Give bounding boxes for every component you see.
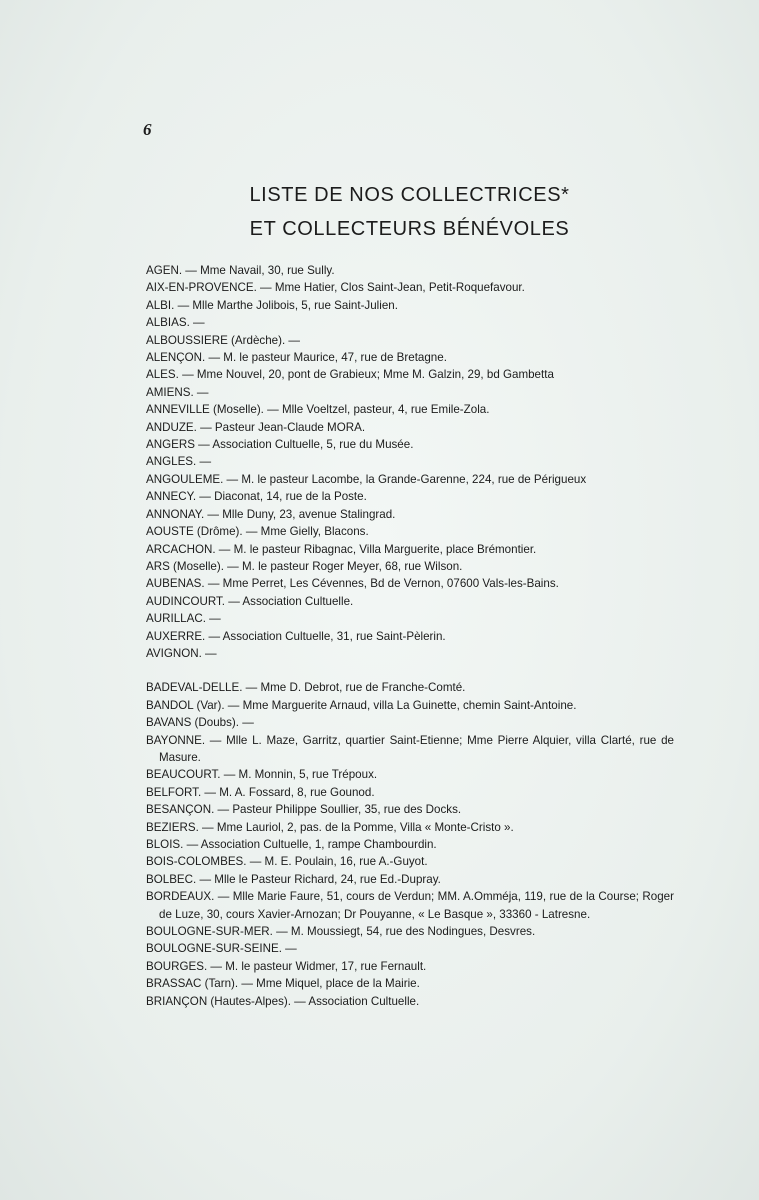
title-line-2: ET COLLECTEURS BÉNÉVOLES (249, 218, 570, 240)
list-item: BADEVAL-DELLE. — Mme D. Debrot, rue de Franche-Comté. (146, 681, 466, 695)
list-item: BLOIS. — Association Cultuelle, 1, rampe Chambourdin. (146, 838, 437, 851)
list-item: AUXERRE. — Association Cultuelle, 31, rue Saint-Pèlerin. (146, 629, 446, 643)
list-item: ALBOUSSIERE (Ardèche). — (146, 333, 300, 347)
list-item: ARS (Moselle). — M. le pasteur Roger Meyer, 68, rue Wilson. (146, 559, 463, 573)
list-item: ANGERS — Association Cultuelle, 5, rue du Musée. (146, 438, 414, 452)
list-item: BOULOGNE-SUR-MER. — M. Moussiegt, 54, rue des Nodingues, Desvres. (146, 925, 536, 939)
list-item: ANGOULEME. — M. le pasteur Lacombe, la Grande-Garenne, 224, rue de Périgueux (146, 472, 587, 486)
list-item: ANNECY. — Diaconat, 14, rue de la Poste. (146, 490, 367, 504)
title-line-1: LISTE DE NOS COLLECTRICES* (249, 184, 570, 206)
list-item: AVIGNON. — (146, 646, 217, 660)
list-item: ANNONAY. — Mlle Duny, 23, avenue Stalingrad. (146, 507, 396, 521)
list-item: ARCACHON. — M. le pasteur Ribagnac, Villa Marguerite, place Brémontier. (146, 542, 537, 556)
list-item: BORDEAUX. — Mlle Marie Faure, 51, cours de Verdun; MM. A.Omméja, 119, rue de la Course; Roger de Luze, 30, cours Xavier-Arnozan; Dr Pouyanne, « Le Basque », 33360 - Latresne. (146, 890, 674, 921)
list-item: BAYONNE. — Mlle L. Maze, Garritz, quartier Saint-Etienne; Mme Pierre Alquier, villa Clarté, rue de Masure. (146, 733, 674, 764)
list-item: BEZIERS. — Mme Lauriol, 2, pas. de la Pomme, Villa « Monte-Cristo ». (146, 820, 514, 834)
collector-list (146, 262, 674, 1010)
list-item: BRIANÇON (Hautes-Alpes). — Association Cultuelle. (146, 994, 420, 1008)
list-item: AURILLAC. — (146, 612, 221, 626)
list-item: AGEN. — Mme Navail, 30, rue Sully. (146, 264, 335, 277)
list-item: BRASSAC (Tarn). — Mme Miquel, place de la Mairie. (146, 977, 420, 991)
list-item: AMIENS. — (146, 385, 209, 399)
list-item: ALES. — Mme Nouvel, 20, pont de Grabieux; Mme M. Galzin, 29, bd Gambetta (146, 368, 554, 382)
list-item: AUDINCOURT. — Association Cultuelle. (146, 594, 354, 608)
list-item: AIX-EN-PROVENCE. — Mme Hatier, Clos Saint-Jean, Petit-Roquefavour. (146, 281, 525, 295)
page-title (0, 178, 759, 246)
list-item: BAVANS (Doubs). — (146, 716, 254, 730)
list-item: BOURGES. — M. le pasteur Widmer, 17, rue Fernault. (146, 959, 427, 973)
list-item: BANDOL (Var). — Mme Marguerite Arnaud, villa La Guinette, chemin Saint-Antoine. (146, 698, 577, 712)
list-item: AOUSTE (Drôme). — Mme Gielly, Blacons. (146, 525, 369, 539)
page-number: 6 (143, 120, 152, 139)
list-item: ALENÇON. — M. le pasteur Maurice, 47, rue de Bretagne. (146, 351, 447, 365)
list-item: ANNEVILLE (Moselle). — Mlle Voeltzel, pasteur, 4, rue Emile-Zola. (146, 403, 490, 417)
list-item: ALBI. — Mlle Marthe Jolibois, 5, rue Saint-Julien. (146, 298, 398, 312)
list-item: ANGLES. — (146, 455, 212, 469)
group-separator (146, 662, 674, 679)
list-item: AUBENAS. — Mme Perret, Les Cévennes, Bd de Vernon, 07600 Vals-les-Bains. (146, 577, 559, 591)
list-item: ANDUZE. — Pasteur Jean-Claude MORA. (146, 420, 366, 434)
list-item: BELFORT. — M. A. Fossard, 8, rue Gounod. (146, 785, 375, 799)
list-item: BOLBEC. — Mlle le Pasteur Richard, 24, rue Ed.-Dupray. (146, 872, 441, 886)
list-item: BEAUCOURT. — M. Monnin, 5, rue Trépoux. (146, 768, 378, 782)
list-item: ALBIAS. — (146, 316, 205, 330)
list-item: BESANÇON. — Pasteur Philippe Soullier, 35, rue des Docks. (146, 803, 462, 817)
list-item: BOIS-COLOMBES. — M. E. Poulain, 16, rue A.-Guyot. (146, 855, 428, 869)
list-item: BOULOGNE-SUR-SEINE. — (146, 942, 297, 956)
